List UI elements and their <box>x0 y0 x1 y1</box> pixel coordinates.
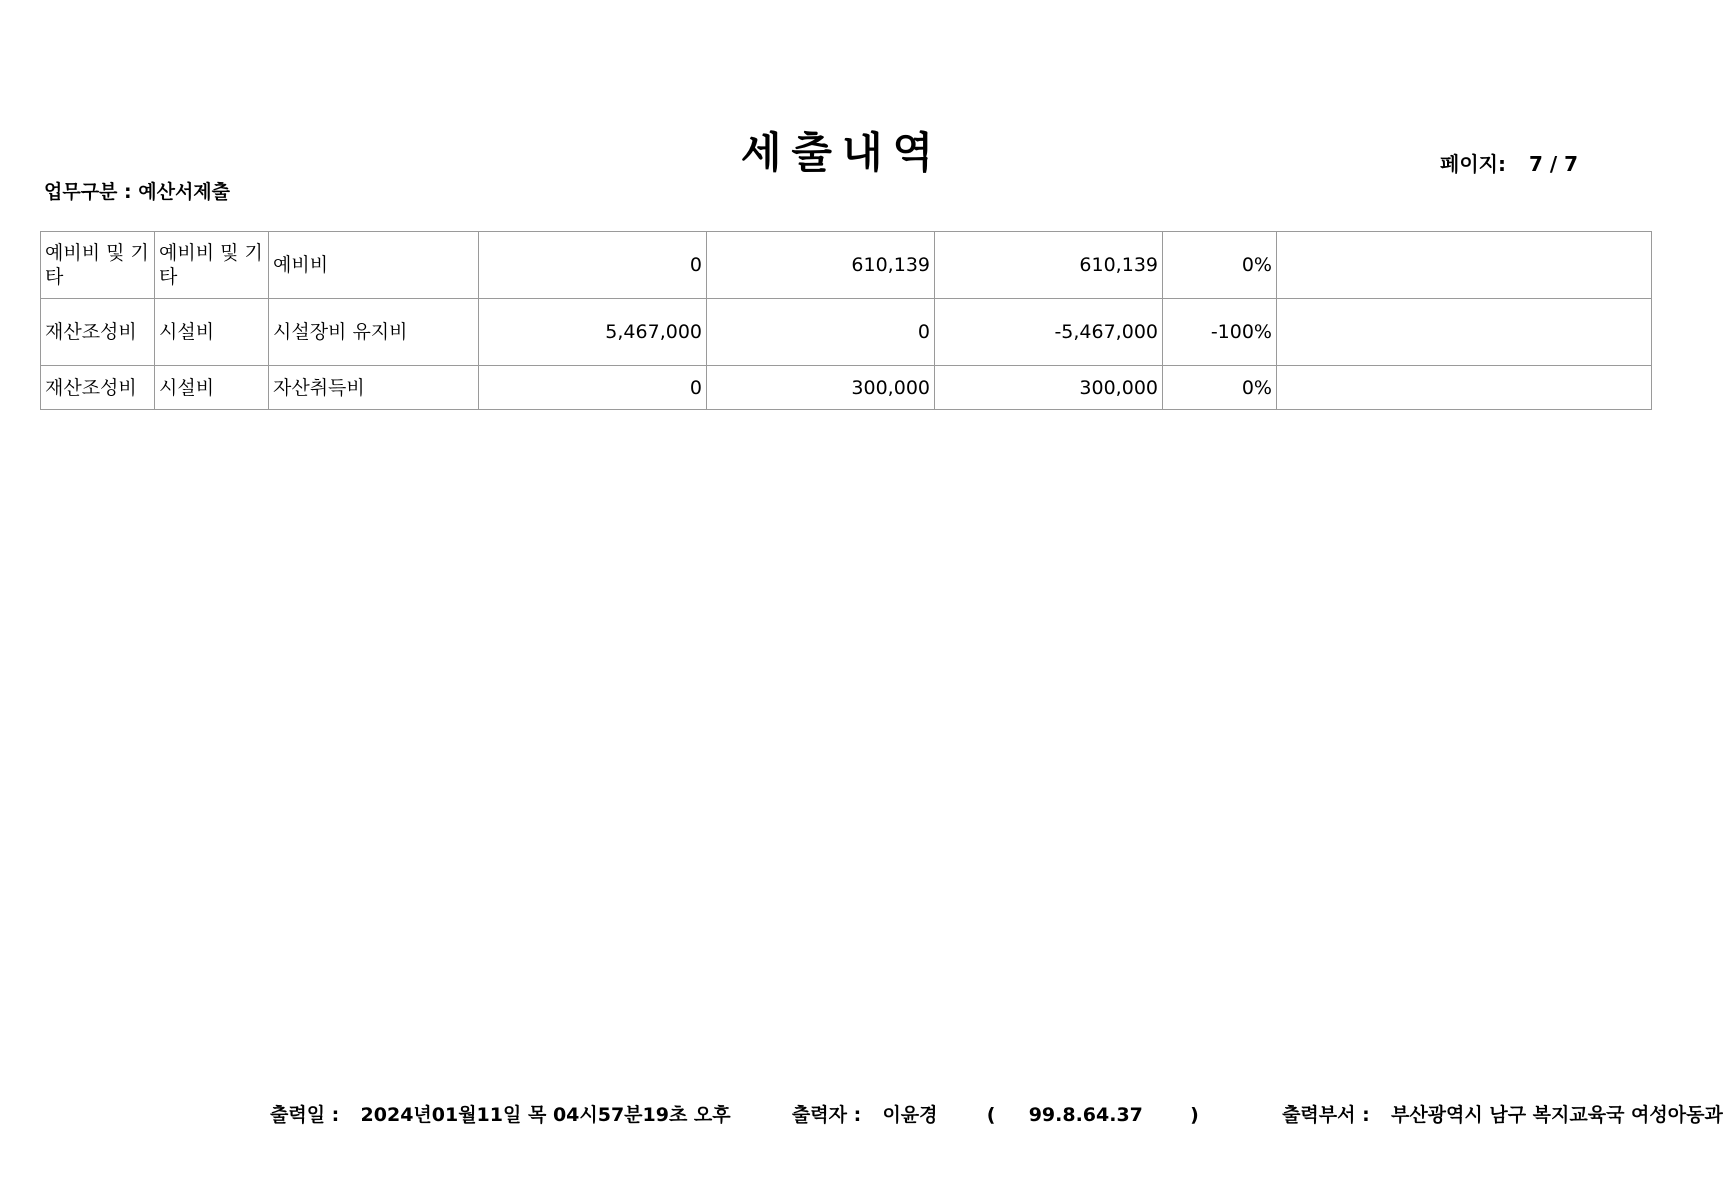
page-indicator <box>1440 148 1578 177</box>
ip-close-paren: ) <box>1190 1104 1199 1126</box>
table-cell: 예비비 <box>269 232 479 299</box>
table-cell: -100% <box>1163 299 1277 366</box>
print-user-label: 출력자 : <box>791 1104 862 1126</box>
print-footer <box>270 1100 1723 1127</box>
table-cell: 예비비 및 기타 <box>41 232 155 299</box>
ip-address: 99.8.64.37 <box>1028 1104 1143 1126</box>
table-cell: 0% <box>1163 232 1277 299</box>
table-cell <box>1277 299 1652 366</box>
table-cell: 0 <box>707 299 935 366</box>
table-cell: 0 <box>479 366 707 410</box>
print-date-label: 출력일 : <box>270 1104 340 1126</box>
print-user-value: 이윤경 <box>882 1104 938 1126</box>
table-row <box>41 299 1652 366</box>
page-label: 페이지: <box>1440 152 1506 176</box>
table-cell: -5,467,000 <box>935 299 1163 366</box>
page-title: 세출내역 <box>740 128 944 177</box>
print-dept-label: 출력부서 : <box>1282 1104 1370 1126</box>
table-row <box>41 232 1652 299</box>
table-cell: 0 <box>479 232 707 299</box>
table-cell: 300,000 <box>935 366 1163 410</box>
table-cell: 610,139 <box>935 232 1163 299</box>
table-cell <box>1277 366 1652 410</box>
table-cell: 예비비 및 기타 <box>155 232 269 299</box>
table-cell: 시설비 <box>155 366 269 410</box>
page-separator: / <box>1549 152 1558 176</box>
table-cell: 재산조성비 <box>41 366 155 410</box>
work-type-label: 업무구분 : 예산서제출 <box>44 181 231 203</box>
table-cell: 자산취득비 <box>269 366 479 410</box>
table-row <box>41 366 1652 410</box>
table-cell: 300,000 <box>707 366 935 410</box>
print-date-value: 2024년01월11일 목 04시57분19초 오후 <box>360 1104 731 1126</box>
expenditure-table <box>40 231 1652 410</box>
table-cell: 610,139 <box>707 232 935 299</box>
ip-open-paren: ( <box>986 1104 996 1126</box>
table-cell: 재산조성비 <box>41 299 155 366</box>
table-cell: 시설비 <box>155 299 269 366</box>
print-dept-value: 부산광역시 남구 복지교육국 여성아동과 <box>1390 1104 1723 1126</box>
table-cell <box>1277 232 1652 299</box>
page-current: 7 <box>1528 152 1543 176</box>
page-total: 7 <box>1564 152 1579 176</box>
table-cell: 0% <box>1163 366 1277 410</box>
table-cell: 5,467,000 <box>479 299 707 366</box>
table-cell: 시설장비 유지비 <box>269 299 479 366</box>
